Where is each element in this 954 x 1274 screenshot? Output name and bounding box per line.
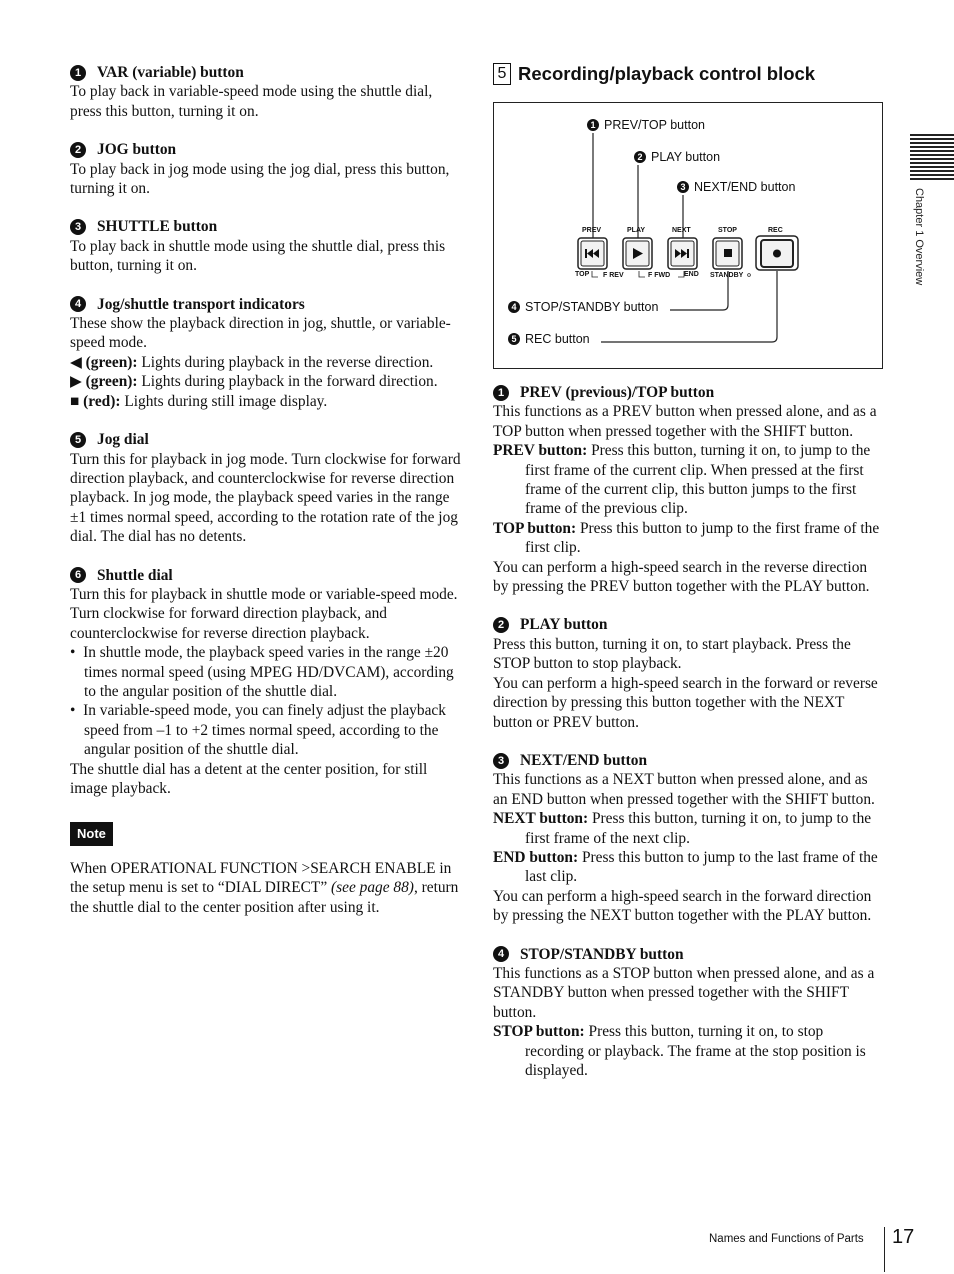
page-reference-link[interactable]: (see page 88) <box>331 879 414 897</box>
section-body: You can perform a high-speed search in the forward or reverse direction by pressing this button together with the NEXT button or PREV button. <box>493 674 878 731</box>
section-body: To play back in shuttle mode using the shuttle dial, press this button, turning it on. <box>70 237 446 275</box>
section-title: JOG button <box>97 141 177 159</box>
definition-item: END button: Press this button to jump to the last frame of the last clip. <box>493 848 878 886</box>
prev-button[interactable] <box>578 238 607 269</box>
section-title: Jog dial <box>97 431 149 449</box>
section-body: This functions as a PREV button when pressed alone, and as a TOP button when pressed together with the SHIFT button. <box>493 403 877 440</box>
section-body: To play back in variable-speed mode using the shuttle dial, press this button, turning it on. <box>70 83 433 120</box>
section-title: STOP/STANDBY button <box>520 945 684 963</box>
rec-button[interactable] <box>756 236 798 270</box>
footer-divider <box>884 1227 885 1272</box>
section-body: This functions as a NEXT button when pressed alone, and as an END button when pressed together with the SHIFT button. <box>493 771 875 808</box>
next-button[interactable] <box>668 238 697 269</box>
indicator-item: ◀ (green): Lights during playback in the reverse direction. <box>70 353 434 371</box>
play-button[interactable] <box>623 238 652 269</box>
callout-next-end: 3 NEXT/END button <box>677 180 795 194</box>
definition-item: NEXT button: Press this button, turning it on, to jump to the first frame of the next clip. <box>493 810 872 847</box>
definition-item: TOP button: Press this button to jump to the first frame of the first clip. <box>493 519 880 557</box>
section-title: PLAY button <box>520 616 608 634</box>
section-jog-dial <box>70 430 465 546</box>
button-label-rec: REC <box>768 227 783 234</box>
number-marker: 4 <box>493 946 509 962</box>
bullet-list <box>70 643 465 759</box>
sub-label-standby: STANDBY <box>710 272 744 279</box>
number-marker: 3 <box>70 219 86 235</box>
section-stop-standby <box>493 945 885 1081</box>
indicator-item: ▶ (green): Lights during playback in the forward direction. <box>70 373 438 391</box>
section-title: VAR (variable) button <box>97 64 244 81</box>
right-column <box>493 383 885 1099</box>
number-marker: 5 <box>70 432 86 448</box>
section-body: You can perform a high-speed search in the forward direction by pressing the NEXT button together with the PLAY button. <box>493 887 872 925</box>
control-block-diagram <box>493 102 883 369</box>
block-title <box>493 63 815 85</box>
button-label-stop: STOP <box>718 227 737 234</box>
button-label-next: NEXT <box>672 227 691 234</box>
indicator-item: ■ (red): Lights during still image display. <box>70 392 328 410</box>
button-label-prev: PREV <box>582 227 602 234</box>
section-body: You can perform a high-speed search in the reverse direction by pressing the PREV button together with the PLAY button. <box>493 558 870 596</box>
number-marker: 1 <box>70 65 86 81</box>
section-jog-button <box>70 140 465 198</box>
note <box>70 822 465 917</box>
box-number: 5 <box>493 63 511 85</box>
definition-item: STOP button: Press this button, turning it on, to stop recording or playback. The frame at the stop position is displayed. <box>493 1023 866 1079</box>
definition-item: PREV button: Press this button, turning it on, to jump to the first frame of the current clip. When pressed at the first frame of the current clip, this button jumps to the first frame of the previous clip. <box>493 442 871 518</box>
number-marker: 4 <box>70 296 86 312</box>
sub-label-f-rev: F REV <box>603 272 624 279</box>
section-transport-indicators <box>70 295 465 411</box>
section-title: PREV (previous)/TOP button <box>520 384 715 401</box>
rec-icon <box>773 250 781 258</box>
callout-prev-top: 1 PREV/TOP button <box>587 118 705 132</box>
section-body: Press this button, turning it on, to start playback. Press the STOP button to stop playback. <box>493 635 851 673</box>
number-marker: 2 <box>70 142 86 158</box>
section-play <box>493 615 885 731</box>
callout-rec: 5 REC button <box>508 332 590 346</box>
section-title: Shuttle dial <box>97 566 173 584</box>
stop-button[interactable] <box>713 238 742 269</box>
left-column <box>70 63 465 917</box>
section-body: The shuttle dial has a detent at the center position, for still image playback. <box>70 760 428 797</box>
section-body: Turn this for playback in shuttle mode or variable-speed mode. Turn clockwise for forward direction playback, and counterclockwise for reverse direction playback. <box>70 585 458 642</box>
section-body: Turn this for playback in jog mode. Turn clockwise for forward direction playback, and counterclockwise for reverse direction playback. In jog mode, the playback speed varies in the range ±1 times normal speed, according to the rotation rate of the jog dial. The dial has no detents. <box>70 450 461 546</box>
diagram-lines <box>494 103 884 370</box>
section-next-end <box>493 751 885 926</box>
number-marker: 6 <box>70 567 86 583</box>
section-title: Jog/shuttle transport indicators <box>97 295 305 313</box>
callout-play: 2 PLAY button <box>634 150 720 164</box>
button-label-play: PLAY <box>627 227 646 234</box>
list-item: • In variable-speed mode, you can finely adjust the playback speed from –1 to +2 times normal speed, according to the angular position of the shuttle dial. <box>70 702 446 759</box>
stop-icon <box>724 249 732 257</box>
sub-label-end: END <box>684 271 699 278</box>
section-shuttle-button <box>70 217 465 275</box>
number-marker: 2 <box>493 617 509 633</box>
section-body: These show the playback direction in jog, shuttle, or variable-speed mode. <box>70 315 451 352</box>
section-title: NEXT/END button <box>520 751 648 769</box>
page-number: 17 <box>892 1226 915 1248</box>
list-item: • In shuttle mode, the playback speed varies in the range ±20 times normal speed (using MPEG HD/DVCAM), according to the angular position of the shuttle dial. <box>70 644 454 700</box>
section-prev-top <box>493 383 885 596</box>
chapter-tab-stripes <box>910 134 954 180</box>
callout-stop-standby: 4 STOP/STANDBY button <box>508 300 658 314</box>
number-marker: 3 <box>493 753 509 769</box>
number-marker: 1 <box>493 385 509 401</box>
section-var-button <box>70 63 465 121</box>
footer-section-title: Names and Functions of Parts <box>709 1233 864 1245</box>
sub-label-top: TOP <box>575 271 590 278</box>
note-badge: Note <box>70 822 113 845</box>
sub-label-f-fwd: F FWD <box>648 272 671 279</box>
section-body: This functions as a STOP button when pressed alone, and as a STANDBY button when pressed together with the SHIFT button. <box>493 964 875 1021</box>
note-text: When OPERATIONAL FUNCTION >SEARCH ENABLE in the setup menu is set to “DIAL DIRECT” (see page 88), return the shuttle dial to the center position after using it. <box>70 859 459 916</box>
section-body: To play back in jog mode using the jog dial, press this button, turning it on. <box>70 160 450 198</box>
section-shuttle-dial <box>70 566 465 799</box>
block-title-text: Recording/playback control block <box>518 63 816 84</box>
section-title: SHUTTLE button <box>97 218 218 236</box>
chapter-label: Chapter 1 Overview <box>913 188 925 286</box>
